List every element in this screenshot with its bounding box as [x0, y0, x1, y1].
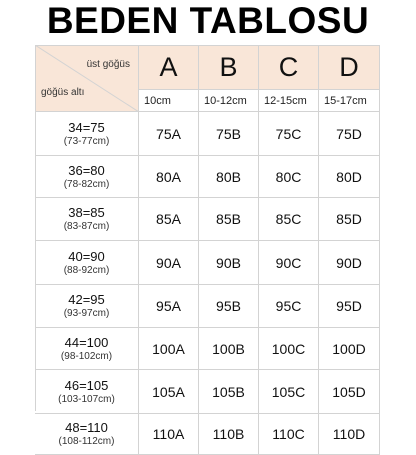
size-cell: 105C	[259, 370, 319, 414]
size-cell: 80B	[199, 156, 259, 198]
size-cell: 110D	[319, 414, 380, 455]
band-cm-range: (78-82cm)	[63, 178, 110, 190]
size-cell: 85C	[259, 198, 319, 241]
size-cell: 105A	[139, 370, 199, 414]
size-cell: 100D	[319, 328, 380, 370]
band-cm-range: (93-97cm)	[63, 308, 110, 319]
size-cell: 75D	[319, 112, 380, 156]
cup-header-d: D	[319, 45, 380, 90]
table-corner-header	[35, 45, 139, 112]
band-cm-range: (83-87cm)	[63, 221, 110, 232]
size-cell: 80D	[319, 156, 380, 198]
size-cell: 75A	[139, 112, 199, 156]
band-cm-range: (88-92cm)	[63, 264, 110, 276]
cup-range-c: 12-15cm	[259, 90, 319, 112]
band-size-label: 48=110	[65, 420, 108, 435]
size-cell: 85B	[199, 198, 259, 241]
bust-label: üst göğüs	[86, 59, 130, 70]
band-size-cell	[35, 370, 139, 414]
band-size-label: 40=90	[68, 248, 105, 264]
size-cell: 90D	[319, 241, 380, 285]
band-size-cell	[35, 112, 139, 156]
underbust-label: göğüs altı	[41, 87, 85, 98]
band-size-label: 42=95	[68, 292, 105, 307]
band-size-label: 44=100	[64, 334, 109, 350]
cup-range-d: 15-17cm	[319, 90, 380, 112]
band-cm-range: (73-77cm)	[63, 135, 110, 147]
size-cell: 85D	[319, 198, 380, 241]
size-cell: 95B	[199, 285, 259, 328]
size-cell: 75C	[259, 112, 319, 156]
band-size-cell	[35, 414, 139, 455]
corner-diagonal-line	[35, 45, 139, 112]
size-cell: 90A	[139, 241, 199, 285]
band-size-cell	[35, 198, 139, 241]
size-chart-table	[35, 45, 380, 447]
size-cell: 105B	[199, 370, 259, 414]
band-size-cell	[35, 285, 139, 328]
band-size-cell	[35, 328, 139, 370]
band-cm-range: (108-112cm)	[58, 436, 115, 447]
band-size-cell	[35, 156, 139, 198]
size-cell: 110B	[199, 414, 259, 455]
size-cell: 105D	[319, 370, 380, 414]
size-cell: 110A	[139, 414, 199, 455]
size-cell: 100A	[139, 328, 199, 370]
cup-header-c: C	[259, 45, 319, 90]
band-size-cell	[35, 241, 139, 285]
size-cell: 95C	[259, 285, 319, 328]
cup-header-a: A	[139, 45, 199, 90]
band-size-label: 34=75	[68, 119, 105, 135]
size-cell: 95D	[319, 285, 380, 328]
size-cell: 100B	[199, 328, 259, 370]
band-size-label: 36=80	[68, 162, 105, 178]
size-cell: 85A	[139, 198, 199, 241]
cup-range-b: 10-12cm	[199, 90, 259, 112]
size-cell: 90C	[259, 241, 319, 285]
cup-range-a: 10cm	[139, 90, 199, 112]
cup-header-b: B	[199, 45, 259, 90]
band-size-label: 38=85	[68, 205, 105, 220]
page-title: BEDEN TABLOSU	[46, 0, 370, 41]
size-cell: 80C	[259, 156, 319, 198]
size-cell: 95A	[139, 285, 199, 328]
band-cm-range: (103-107cm)	[58, 393, 115, 405]
size-cell: 75B	[199, 112, 259, 156]
band-cm-range: (98-102cm)	[60, 350, 113, 362]
size-cell: 90B	[199, 241, 259, 285]
size-cell: 80A	[139, 156, 199, 198]
size-cell: 100C	[259, 328, 319, 370]
band-size-label: 46=105	[64, 377, 109, 393]
size-cell: 110C	[259, 414, 319, 455]
